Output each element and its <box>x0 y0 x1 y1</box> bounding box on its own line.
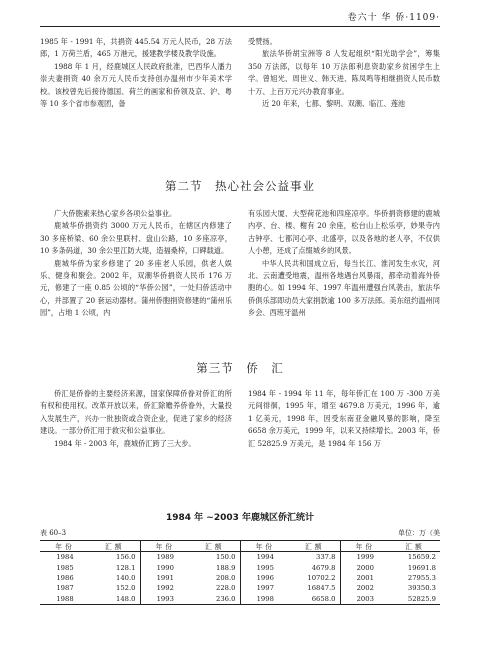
year-cell: 1990 <box>140 563 190 573</box>
year-cell: 1986 <box>56 574 74 583</box>
amount-cell: 152.0 <box>116 584 136 593</box>
year-cell: 1987 <box>56 584 74 593</box>
amount-cell: 188.9 <box>216 563 236 572</box>
paragraph: 侨汇是侨眷的主要经济来源，国家保障侨眷对侨汇的所有权和使用权。改革开放以来，侨汇除赡养侨眷外，大量投入发展生产，兴办一批独资或合资企业，促进了家乡的经济建设。一部分侨汇用于救灾和公益事业。 <box>40 389 232 436</box>
year-cell: 1989 <box>140 552 190 563</box>
year-cell: 1994 <box>240 552 290 563</box>
amount-cell: 236.0 <box>190 593 240 604</box>
paragraph: 旅法华侨胡宝洲等 8 人发起组织“阳光助学会”，筹集 350 万法郎，以每年 10 万法郎利息资助家乡贫困学生上学。曾旭光、周世义、韩天进、陈凤鸣等相继捐资人民币数十万、上百万元兴办教育事业。 <box>248 49 440 96</box>
year-header: 年份 <box>140 541 190 552</box>
remittance-table-head <box>40 541 440 552</box>
table-meta <box>40 528 440 538</box>
remittance-table <box>40 540 440 605</box>
paragraph: 鹿城华侨为家乡修建了 20 多座老人乐园，供老人娱乐、健身和聚会。2002 年，双潮华侨捐资人民币 176 万元，修建了一座 0.85 公顷的“华侨公园”，一处归侨活动中心，并部置了 20 套运动器材。蒲州侨胞捐资修建的“蒲州乐园”，占地 1 公顷，内 <box>40 258 232 318</box>
table-header-row <box>40 541 440 552</box>
amount-cell: 156.0 <box>116 553 136 562</box>
year-cell: 1995 <box>240 563 290 573</box>
year-cell: 2002 <box>340 583 390 593</box>
top-text-block <box>40 36 440 110</box>
section2-left-column <box>40 208 232 320</box>
paragraph: 1985 年 - 1991 年，共捐资 445.54 万元人民币，28 万法郎，1 万荷兰盾，465 万港元，援建教学楼及教学设施。 <box>40 37 232 59</box>
amount-cell: 10702.2 <box>307 574 336 583</box>
paragraph: 有乐园大厦、大型荷花池和四座凉亭。华侨捐资修建的鹿城内亭、台、楼、榭有 20 余座，松台山上松乐亭，妙果寺内古钟亭、七都河心亭、北盛亭，以及各地的老人亭，不仅供人小憩，还成了点缀城乡的风景。 <box>248 209 440 256</box>
year-header: 年份 <box>40 541 90 552</box>
amount-cell: 19691.8 <box>407 563 436 572</box>
amount-cell: 15659.2 <box>407 553 436 562</box>
running-header: 卷六十 华 侨·1109· <box>347 13 440 23</box>
amount-header: 汇额 <box>190 541 240 552</box>
year-cell: 1988 <box>40 593 90 604</box>
table-row <box>40 552 440 563</box>
amount-header: 汇额 <box>390 541 440 552</box>
year-cell: 1996 <box>240 573 290 583</box>
table-row <box>40 563 440 573</box>
section3-right-column <box>248 388 440 450</box>
amount-header: 汇额 <box>90 541 140 552</box>
year-cell: 1991 <box>140 573 190 583</box>
table-row <box>40 573 440 583</box>
top-right-column <box>248 36 440 110</box>
table-number: 表 60–3 <box>40 529 67 537</box>
amount-cell: 208.0 <box>216 574 236 583</box>
amount-header: 汇额 <box>290 541 340 552</box>
year-cell: 1999 <box>340 552 390 563</box>
table-title: 1984 年 ~2003 年鹿城区侨汇统计 <box>165 513 315 523</box>
section-title-remittance: 第三节 侨 汇 <box>196 361 284 375</box>
year-cell: 1993 <box>140 593 190 604</box>
year-header: 年份 <box>240 541 290 552</box>
paragraph: 1984 年 - 1994 年 11 年，每年侨汇在 100 万 -300 万美元间徘徊，1995 年，增至 4679.8 万美元，1996 年，逾 1 亿美元，1998 年，因受东南亚金融风暴的影响，降至 6658 余万美元，1999 年，以来又持续增长。2003 年，侨汇 52825.9 万美元，是 1984 年 156 万 <box>248 389 440 448</box>
amount-cell: 16847.5 <box>307 584 336 593</box>
year-cell: 1997 <box>240 583 290 593</box>
table-row <box>40 593 440 604</box>
amount-cell: 337.8 <box>316 553 336 562</box>
section3-text-block <box>40 388 440 450</box>
amount-cell: 39350.3 <box>407 584 436 593</box>
amount-cell: 128.1 <box>116 563 136 572</box>
year-cell: 2001 <box>340 573 390 583</box>
section2-text-block <box>40 208 440 320</box>
amount-cell: 4679.8 <box>311 563 336 572</box>
header-rule <box>40 26 440 27</box>
year-cell: 1992 <box>140 583 190 593</box>
section3-left-column <box>40 388 232 450</box>
year-header: 年份 <box>340 541 390 552</box>
section-title-public-welfare: 第二节 热心社会公益事业 <box>165 179 315 193</box>
table-row <box>40 583 440 593</box>
year-cell: 1998 <box>240 593 290 604</box>
year-cell: 2003 <box>340 593 390 604</box>
amount-cell: 148.0 <box>90 593 140 604</box>
amount-cell: 27955.3 <box>407 574 436 583</box>
paragraph: 受赞扬。 <box>248 37 277 46</box>
paragraph: 广大侨胞素来热心家乡各项公益事业。 <box>54 209 177 218</box>
amount-cell: 228.0 <box>216 584 236 593</box>
paragraph: 1988 年 1 月，经鹿城区人民政府批准，巴西华人潘力崇夫妻捐资 40 余万元人民币支持创办温州市少年美术学校。该校曾先后接待德国、荷兰的画家和侨领及京、沪、粤等 10 多个省市参观团，备 <box>40 61 232 109</box>
paragraph: 鹿城华侨捐资约 3000 万元人民币，在辖区内修建了 30 多座桥梁、60 余公里联村、盘山公路，10 多座凉亭，10 多条码道，30 余公里江防大堤，造福桑梓，口碑载道。 <box>40 221 232 256</box>
year-cell: 1985 <box>56 563 74 572</box>
remittance-table-body <box>40 552 440 604</box>
year-cell: 1984 <box>56 553 74 562</box>
amount-cell: 140.0 <box>116 574 136 583</box>
amount-cell: 150.0 <box>216 553 236 562</box>
amount-cell: 6658.0 <box>290 593 340 604</box>
table-unit: 单位：万（美 <box>398 529 440 537</box>
section2-right-column <box>248 208 440 320</box>
paragraph: 中华人民共和国成立后，每当长江、淮河发生水灾，河北、云南遭受地震，温州各地遇台风暴雨，都牵动着海外侨胞的心。如 1994 年、1997 年温州遭强台风袭击，旅法华侨俱乐部即动员大家捐款逾 100 多万法郎。美东纽约温州同乡会、西班牙温州 <box>248 258 440 318</box>
top-left-column <box>40 36 232 110</box>
paragraph: 近 20 年来，七都、黎明、双潮、临江、莲池 <box>262 99 406 109</box>
paragraph: 1984 年 - 2003 年，鹿城侨汇跨了三大步。 <box>54 438 196 448</box>
year-cell: 2000 <box>340 563 390 573</box>
amount-cell: 52825.9 <box>390 593 440 604</box>
